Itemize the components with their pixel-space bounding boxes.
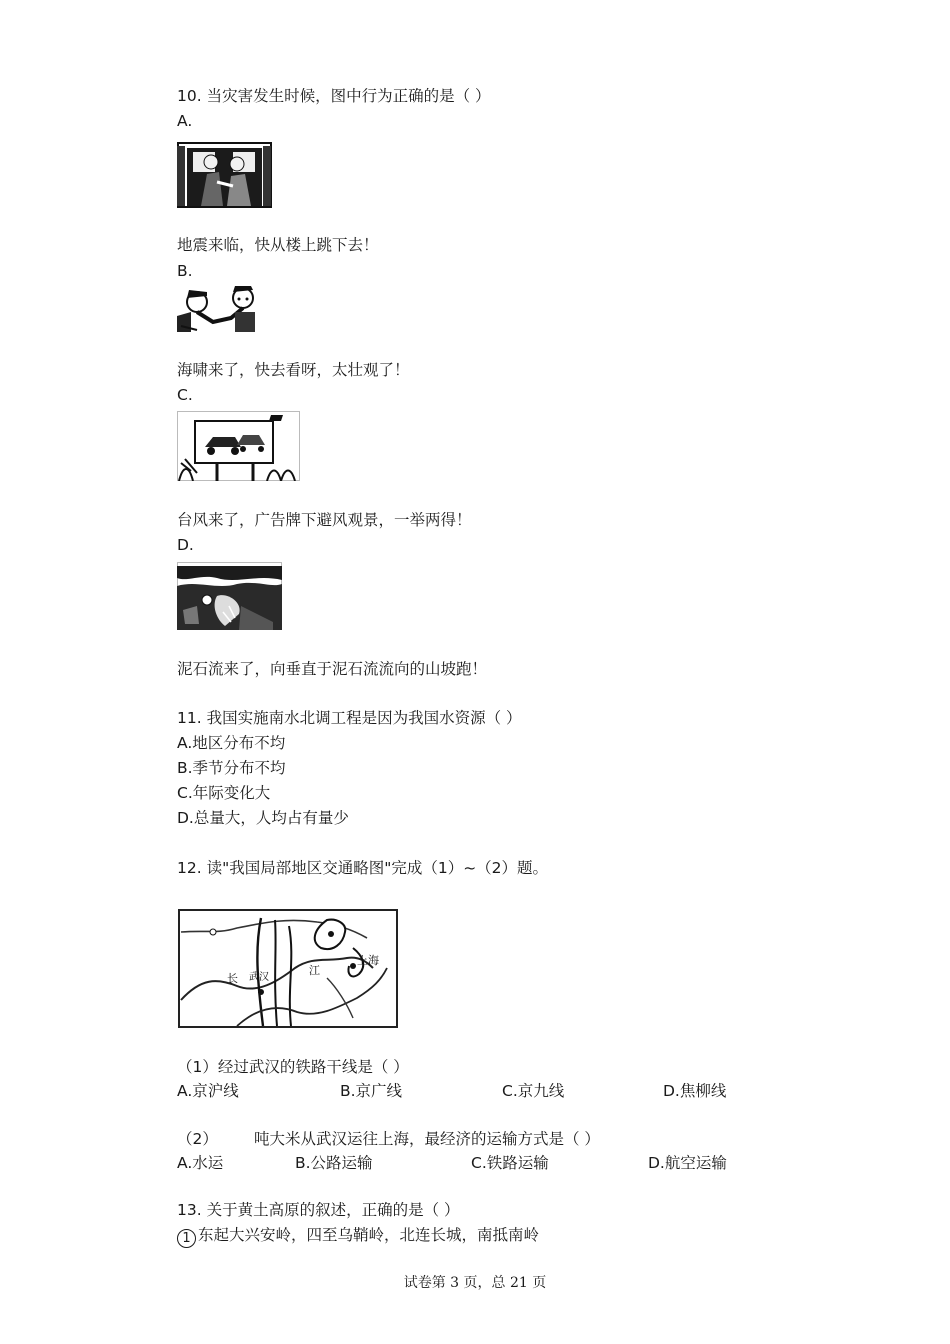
q10-option-a-image — [177, 142, 272, 208]
q12-sub1-option-b: B.京广线 — [340, 1082, 403, 1100]
q10-option-b-letter: B. — [177, 262, 193, 280]
q12-sub2-option-c: C.铁路运输 — [471, 1154, 549, 1172]
q12-sub2-stem: 吨大米从武汉运往上海，最经济的运输方式是（ ） — [254, 1130, 600, 1148]
q11-stem: 11. 我国实施南水北调工程是因为我国水资源（ ） — [177, 709, 522, 727]
q11-option-d: D.总量大，人均占有量少 — [177, 809, 349, 827]
q10-option-c-image — [177, 411, 300, 481]
q13-item-1-number: 1 — [177, 1229, 196, 1248]
q13-item-1-text: 东起大兴安岭，四至乌鞘岭，北连长城，南抵南岭 — [198, 1226, 540, 1244]
q12-sub2-number: （2） — [177, 1130, 218, 1148]
q10-option-c-text: 台风来了，广告牌下避风观景，一举两得！ — [177, 511, 472, 529]
q10-option-b-text: 海啸来了，快去看呀，太壮观了！ — [177, 361, 410, 379]
q12-sub2-option-b: B.公路运输 — [295, 1154, 373, 1172]
page-footer: 试卷第 3 页，总 21 页 — [403, 1275, 547, 1291]
q10-option-c-letter: C. — [177, 386, 193, 404]
q10-option-b-image — [177, 282, 265, 332]
map-label-jiang: 江 — [309, 964, 320, 977]
map-label-wuhan: 武汉 — [249, 972, 269, 983]
q12-sub1-option-d: D.焦柳线 — [663, 1082, 727, 1100]
q12-sub1-option-c: C.京九线 — [502, 1082, 565, 1100]
map-label-shanghai: 上海 — [357, 954, 379, 967]
q10-option-a-letter: A. — [177, 112, 193, 130]
q12-sub1-stem: （1）经过武汉的铁路干线是（ ） — [177, 1058, 409, 1076]
q10-option-d-letter: D. — [177, 536, 194, 554]
q13-item-1 — [177, 1225, 539, 1248]
q11-option-c: C.年际变化大 — [177, 784, 271, 802]
q10-option-a-text: 地震来临，快从楼上跳下去！ — [177, 236, 379, 254]
q10-option-d-image — [177, 562, 282, 630]
q12-stem: 12. 读"我国局部地区交通略图"完成（1）~（2）题。 — [177, 859, 549, 877]
q11-option-b: B.季节分布不均 — [177, 759, 286, 777]
q13-stem: 13. 关于黄土高原的叙述，正确的是（ ） — [177, 1201, 460, 1219]
q12-sub2-option-d: D.航空运输 — [648, 1154, 727, 1172]
q12-sub2-option-a: A.水运 — [177, 1154, 224, 1172]
q11-option-a: A.地区分布不均 — [177, 734, 286, 752]
q12-sub1-option-a: A.京沪线 — [177, 1082, 239, 1100]
q10-stem: 10. 当灾害发生时候，图中行为正确的是（ ） — [177, 87, 491, 105]
q10-option-d-text: 泥石流来了，向垂直于泥石流流向的山坡跑！ — [177, 660, 488, 678]
map-label-chang: 长 — [227, 972, 238, 985]
q12-transport-map — [177, 908, 399, 1029]
